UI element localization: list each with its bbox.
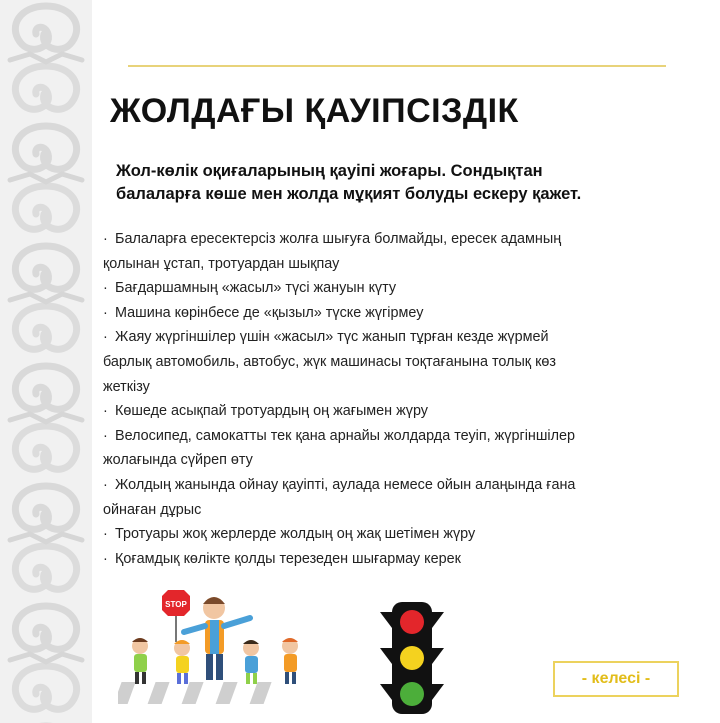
- bullet-dot: ·: [103, 280, 108, 297]
- rule-line: [103, 276, 703, 301]
- crossing-guard-figure: [184, 597, 250, 680]
- rule-text: Қоғамдық көлікте қолды терезеден шығармау керек: [115, 550, 461, 567]
- rule-line: [103, 498, 703, 523]
- bullet-dot: ·: [103, 329, 108, 346]
- page-title: ЖОЛДАҒЫ ҚАУІПСІЗДІК: [110, 92, 519, 130]
- rule-text: Жолдың жанында ойнау қауіпті, аулада немесе ойын алаңында ғана: [115, 476, 576, 493]
- stop-sign-text: STOP: [165, 600, 187, 609]
- rule-text: Көшеде асықпай тротуардың оң жағымен жүру: [115, 403, 428, 420]
- rule-line: [103, 473, 703, 498]
- rule-text: Велосипед, самокатты тек қана арнайы жолдарда теуіп, жүргіншілер: [115, 427, 576, 444]
- subtitle: [116, 160, 696, 206]
- rule-text: жолағында сүйреп өту: [103, 452, 253, 469]
- rule-line: [103, 399, 703, 424]
- ornament-pattern: [0, 0, 92, 723]
- rule-line: [103, 252, 703, 277]
- bullet-dot: ·: [103, 476, 108, 493]
- rule-text: Балаларға ересектерсіз жолға шығуға болмайды, ересек адамның: [115, 231, 562, 247]
- ornament-border: [0, 0, 92, 723]
- rule-line: [103, 547, 703, 572]
- bullet-dot: ·: [103, 304, 108, 321]
- rule-text: Машина көрінбесе де «қызыл» түске жүгірмеу: [115, 304, 424, 321]
- rule-text: жеткізу: [103, 378, 150, 395]
- rule-line: [103, 227, 703, 252]
- bullet-dot: ·: [103, 231, 108, 247]
- rule-line: [103, 522, 703, 547]
- top-divider: [128, 65, 666, 67]
- bullet-dot: ·: [103, 526, 108, 543]
- traffic-light-icon: [380, 602, 444, 714]
- next-button-label: - келесі -: [581, 670, 651, 687]
- rule-text: Тротуары жоқ жерлерде жолдың оң жақ шетімен жүру: [115, 526, 476, 543]
- bullet-dot: ·: [103, 550, 108, 567]
- rule-line: [103, 424, 703, 449]
- rule-text: Жаяу жүргіншілер үшін «жасыл» түс жанып тұрған кезде жүрмей: [115, 329, 549, 346]
- children-crossing-illustration: [118, 582, 323, 707]
- next-button[interactable]: [553, 661, 679, 697]
- rule-text: ойнаған дұрыс: [103, 501, 202, 518]
- rule-line: [103, 301, 703, 326]
- rule-text: Бағдаршамның «жасыл» түсі жануын күту: [115, 280, 397, 297]
- rule-line: [103, 325, 703, 350]
- rule-text: қолынан ұстап, тротуардан шықпау: [103, 255, 340, 272]
- yellow-lamp: [400, 646, 424, 670]
- green-lamp: [400, 682, 424, 706]
- subtitle-line-1: Жол-көлік оқиғаларының қауіпі жоғары. Сондықтан: [116, 162, 543, 180]
- child-figure-1: [132, 638, 148, 684]
- subtitle-line-2: балаларға көше мен жолда мұқият болуды ескеру қажет.: [116, 185, 582, 203]
- rule-line: [103, 375, 703, 400]
- crosswalk-stripes: [118, 682, 272, 704]
- rule-text: барлық автомобиль, автобус, жүк машинасы тоқтағанына толық көз: [103, 353, 556, 370]
- bullet-dot: ·: [103, 403, 108, 420]
- rule-line: [103, 448, 703, 473]
- safety-rules-list: [103, 227, 703, 571]
- child-figure-3: [243, 640, 259, 684]
- child-figure-4: [282, 638, 298, 684]
- rule-line: [103, 350, 703, 375]
- bullet-dot: ·: [103, 427, 108, 444]
- child-figure-2: [174, 640, 190, 684]
- red-lamp: [400, 610, 424, 634]
